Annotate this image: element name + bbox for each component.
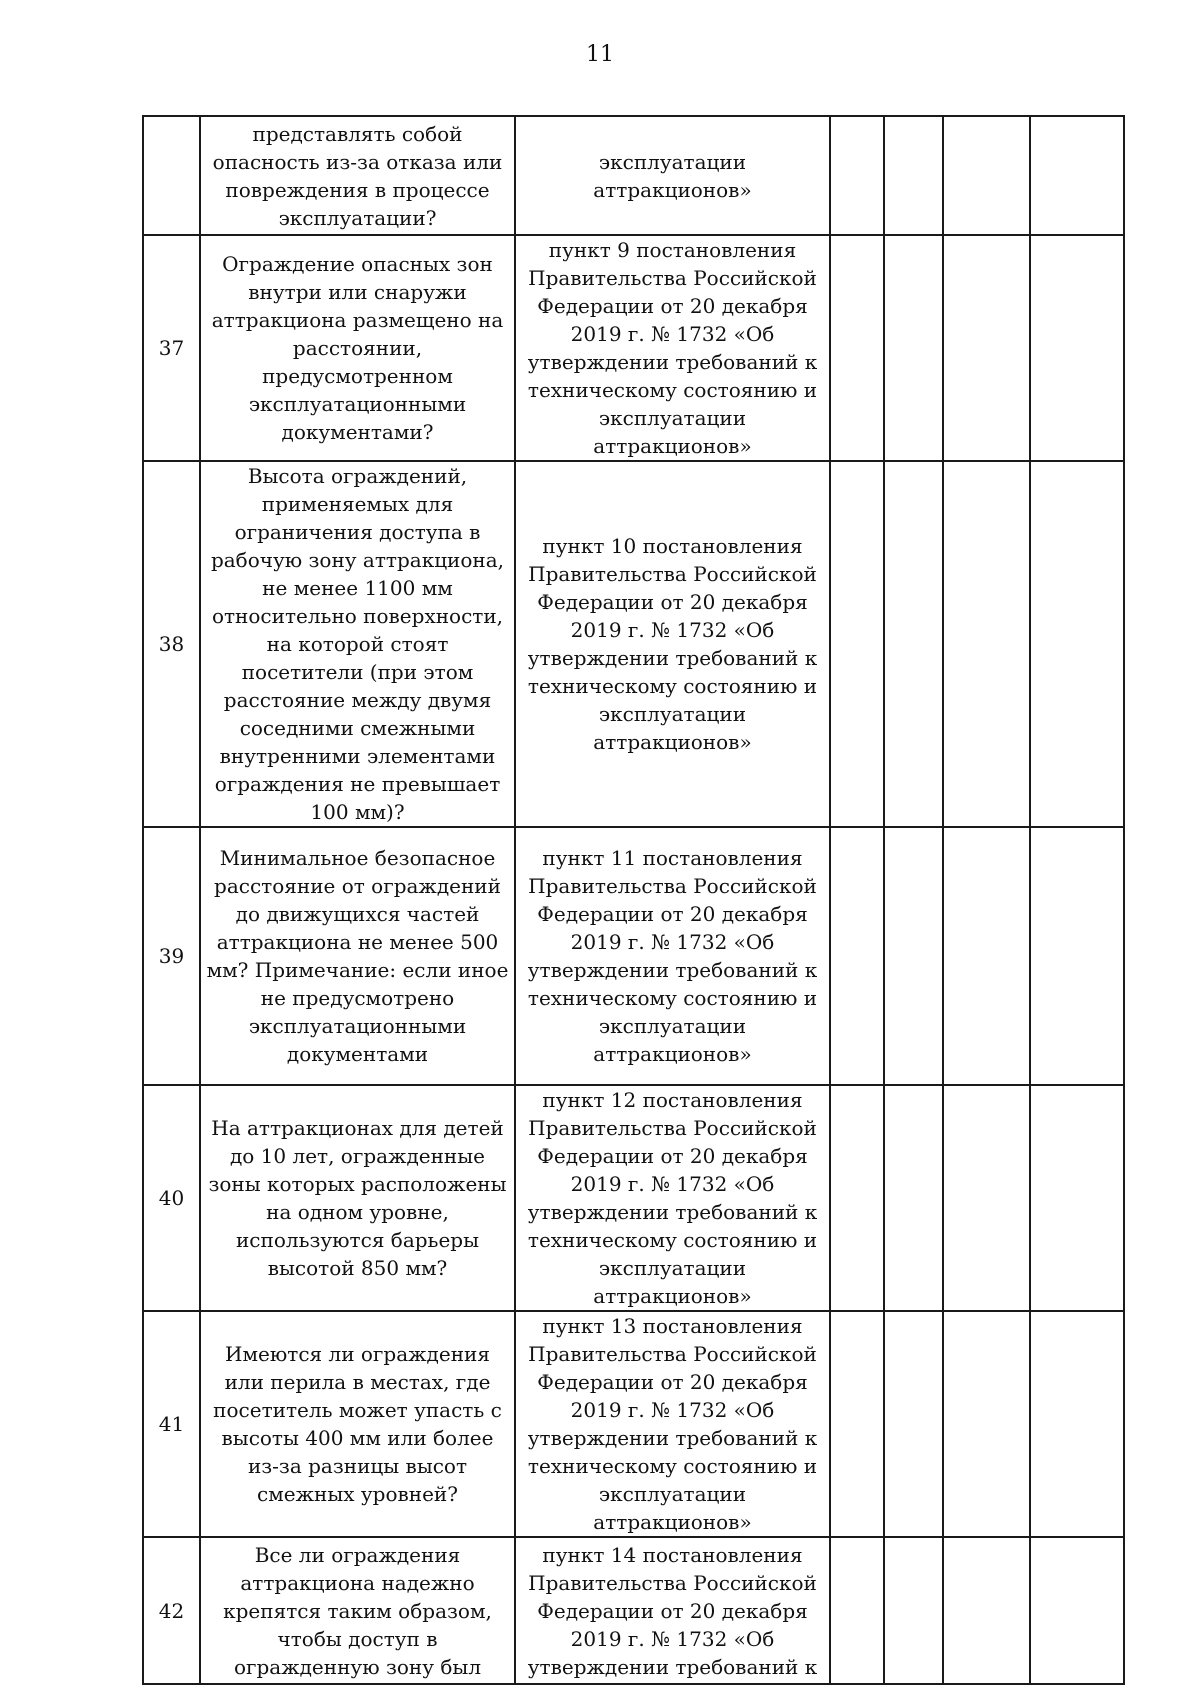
- answer-cell-no: [884, 827, 943, 1085]
- answer-cell-note: [1030, 461, 1124, 827]
- page-number: 11: [586, 42, 614, 67]
- legal-reference: пункт 10 постановления Правительства Российской Федерации от 20 декабря 2019 г. № 1732 «Об утверждении требований к техническому состоянию и эксплуатации аттракционов»: [515, 461, 830, 827]
- requirement-question: Минимальное безопасное расстояние от ограждений до движущихся частей аттракциона не менее 500 мм? Примечание: если иное не предусмотрено эксплуатационными документами: [200, 827, 515, 1085]
- requirement-question: Ограждение опасных зон внутри или снаружи аттракциона размещено на расстоянии, предусмотренном эксплуатационными документами?: [200, 235, 515, 461]
- answer-cell-not-applicable: [943, 116, 1030, 235]
- row-number: 40: [143, 1085, 200, 1311]
- answer-cell-yes: [830, 1311, 884, 1537]
- answer-cell-note: [1030, 827, 1124, 1085]
- legal-reference: пункт 11 постановления Правительства Российской Федерации от 20 декабря 2019 г. № 1732 «Об утверждении требований к техническому состоянию и эксплуатации аттракционов»: [515, 827, 830, 1085]
- answer-cell-note: [1030, 1085, 1124, 1311]
- answer-cell-yes: [830, 235, 884, 461]
- answer-cell-no: [884, 1311, 943, 1537]
- table-row: [143, 1537, 1124, 1684]
- requirement-question: На аттракционах для детей до 10 лет, огражденные зоны которых расположены на одном уровне, используются барьеры высотой 850 мм?: [200, 1085, 515, 1311]
- table-row: [143, 116, 1124, 235]
- answer-cell-note: [1030, 116, 1124, 235]
- answer-cell-yes: [830, 827, 884, 1085]
- answer-cell-no: [884, 1537, 943, 1684]
- table-row: [143, 827, 1124, 1085]
- answer-cell-no: [884, 461, 943, 827]
- requirement-question: Имеются ли ограждения или перила в местах, где посетитель может упасть с высоты 400 мм или более из-за разницы высот смежных уровней?: [200, 1311, 515, 1537]
- answer-cell-not-applicable: [943, 235, 1030, 461]
- legal-reference: эксплуатации аттракционов»: [515, 116, 830, 235]
- answer-cell-yes: [830, 461, 884, 827]
- table-row: [143, 461, 1124, 827]
- row-number: 41: [143, 1311, 200, 1537]
- checklist-table: [142, 115, 1125, 1685]
- answer-cell-note: [1030, 1537, 1124, 1684]
- answer-cell-no: [884, 235, 943, 461]
- answer-cell-not-applicable: [943, 1085, 1030, 1311]
- legal-reference: пункт 12 постановления Правительства Российской Федерации от 20 декабря 2019 г. № 1732 «Об утверждении требований к техническому состоянию и эксплуатации аттракционов»: [515, 1085, 830, 1311]
- answer-cell-yes: [830, 1085, 884, 1311]
- answer-cell-yes: [830, 1537, 884, 1684]
- requirement-question: представлять собой опасность из-за отказа или повреждения в процессе эксплуатации?: [200, 116, 515, 235]
- answer-cell-not-applicable: [943, 827, 1030, 1085]
- legal-reference: пункт 14 постановления Правительства Российской Федерации от 20 декабря 2019 г. № 1732 «Об утверждении требований к: [515, 1537, 830, 1684]
- legal-reference: пункт 13 постановления Правительства Российской Федерации от 20 декабря 2019 г. № 1732 «Об утверждении требований к техническому состоянию и эксплуатации аттракционов»: [515, 1311, 830, 1537]
- row-number: [143, 116, 200, 235]
- answer-cell-not-applicable: [943, 461, 1030, 827]
- answer-cell-no: [884, 116, 943, 235]
- table-row: [143, 1085, 1124, 1311]
- answer-cell-note: [1030, 235, 1124, 461]
- row-number: 38: [143, 461, 200, 827]
- row-number: 42: [143, 1537, 200, 1684]
- answer-cell-no: [884, 1085, 943, 1311]
- legal-reference: пункт 9 постановления Правительства Российской Федерации от 20 декабря 2019 г. № 1732 «Об утверждении требований к техническому состоянию и эксплуатации аттракционов»: [515, 235, 830, 461]
- requirement-question: Все ли ограждения аттракциона надежно крепятся таким образом, чтобы доступ в огражденную зону был: [200, 1537, 515, 1684]
- answer-cell-not-applicable: [943, 1311, 1030, 1537]
- row-number: 39: [143, 827, 200, 1085]
- row-number: 37: [143, 235, 200, 461]
- answer-cell-not-applicable: [943, 1537, 1030, 1684]
- table-row: [143, 235, 1124, 461]
- answer-cell-yes: [830, 116, 884, 235]
- table-row: [143, 1311, 1124, 1537]
- answer-cell-note: [1030, 1311, 1124, 1537]
- requirement-question: Высота ограждений, применяемых для ограничения доступа в рабочую зону аттракциона, не менее 1100 мм относительно поверхности, на которой стоят посетители (при этом расстояние между двумя соседними смежными внутренними элементами ограждения не превышает 100 мм)?: [200, 461, 515, 827]
